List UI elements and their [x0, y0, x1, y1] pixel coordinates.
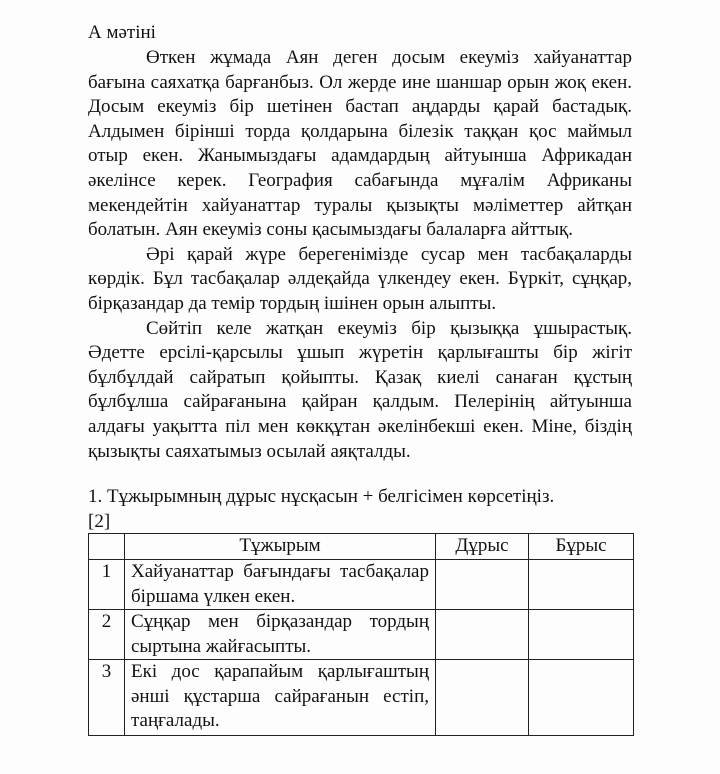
table-row — [89, 660, 634, 736]
paragraph-2: Әрі қарай жүре берегенімізде сусар мен тасбақаларды көрдік. Бұл тасбақалар әлдеқайда үлкендеу екен. Бүркіт, сұңқар, бірқазандар да темір тордың ішінен орын алыпты. — [88, 243, 632, 314]
row-statement: Екі дос қарапайым қарлығаштың әнші құстарша сайрағанын естіп, таңғалады. — [125, 660, 436, 736]
incorrect-cell[interactable] — [529, 560, 634, 610]
header-correct: Дұрыс — [436, 534, 529, 560]
paragraph-3: Сөйтіп келе жатқан екеуміз бір қызыққа ұшырастық. Әдетте ерсілі-қарсылы ұшып жүретін қарлығашты бір жігіт бұлбұлдай сайратып қойыпты. Қазақ киелі санаған құстың бұлбұлша сайрағанына қайран қалдым. Пелерінің айтуынша алдағы уақытта піл мен көкқұтан әкелінбекші екен. Міне, біздің қызықты саяхатымыз осылай аяқталды. — [88, 317, 632, 462]
incorrect-cell[interactable] — [529, 610, 634, 660]
row-number: 3 — [89, 660, 125, 736]
task-marks: [2] — [88, 511, 111, 532]
header-statement: Тұжырым — [125, 534, 436, 560]
header-incorrect: Бұрыс — [529, 534, 634, 560]
row-number: 1 — [89, 560, 125, 610]
header-number — [89, 534, 125, 560]
row-statement: Сұңқар мен бірқазандар тордың сыртына жайғасыпты. — [125, 610, 436, 660]
table-row — [89, 610, 634, 660]
row-statement: Хайуанаттар бағындағы тасбақалар біршама үлкен екен. — [125, 560, 436, 610]
correct-cell[interactable] — [436, 660, 529, 736]
incorrect-cell[interactable] — [529, 660, 634, 736]
correct-cell[interactable] — [436, 560, 529, 610]
paragraph-1: Өткен жұмада Аян деген досым екеуміз хайуанаттар бағына саяхатқа барғанбыз. Ол жерде ине шаншар орын жоқ екен. Досым екеуміз бір шетінен бастап аңдарды қарай бастадық. Алдымен бірінші торда қолдарына білезік таққан қос маймыл отыр екен. Жанымыздағы адамдардың айтуынша Африкадан әкелінсе керек. География сабағында мұғалім Африканы мекендейтін хайуанаттар туралы қызықты мәліметтер айтқан болатын. Аян екеуміз соны қасымыздағы балаларға айттық. — [88, 47, 632, 241]
task-question: 1. Тұжырымның дұрыс нұсқасын + белгісімен көрсетіңіз. — [88, 486, 555, 507]
table-row — [89, 560, 634, 610]
row-number: 2 — [89, 610, 125, 660]
reading-text — [88, 46, 632, 464]
answer-table — [88, 533, 634, 736]
text-title: А мәтіні — [88, 22, 156, 43]
correct-cell[interactable] — [436, 610, 529, 660]
table-header-row — [89, 534, 634, 560]
